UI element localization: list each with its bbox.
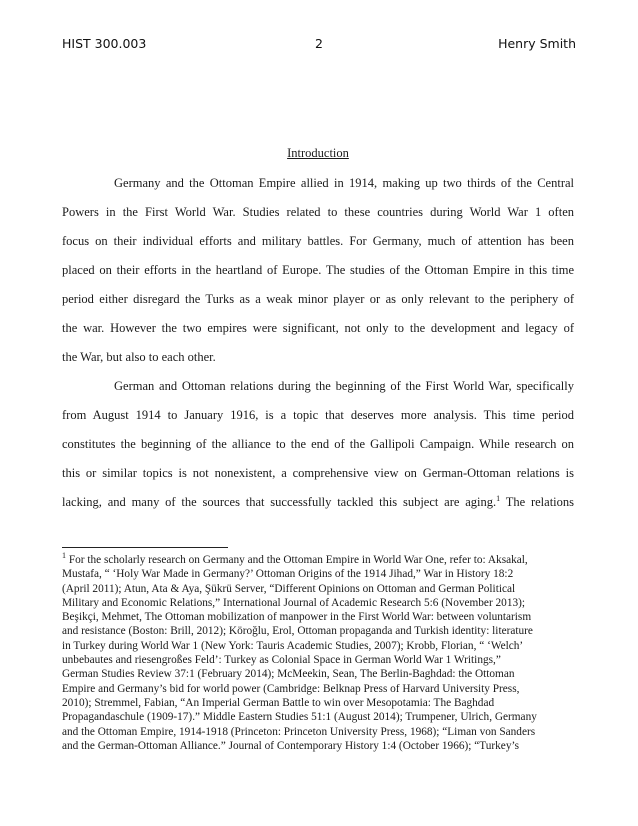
text-line: this or similar topics is not nonexistent, a comprehensive view on German-Ottoman relations is	[62, 466, 574, 480]
text-span: lacking, and many of the sources that successfully tackled this subject are aging.	[62, 495, 497, 509]
page-header	[62, 36, 576, 54]
footnote-line: unbebautes and riesengroßes Feld’: Turkey as Colonial Space in German World War 1 Writings,”	[62, 654, 501, 667]
footnote-marker: 1	[62, 551, 66, 561]
footnote-separator	[62, 547, 228, 548]
footnote-reference: 1	[496, 493, 501, 503]
footnote-line: (April 2011); Atun, Ata & Aya, Şükrü Server, “Different Opinions on Ottoman and German Political	[62, 582, 516, 595]
text-line: placed on their efforts in the heartland of Europe. The studies of the Ottoman Empire in this time	[62, 263, 574, 277]
footnote-block	[62, 553, 574, 753]
footnote-text: For the scholarly research on Germany and the Ottoman Empire in World War One, refer to: Aksakal,	[66, 554, 528, 566]
footnote-line: and resistance (Boston: Brill, 2012); Köroğlu, Erol, Ottoman propaganda and Turkish identity: literature	[62, 625, 533, 638]
paragraph-2	[62, 377, 574, 522]
footnote-line	[62, 553, 574, 567]
text-line: Germany and the Ottoman Empire allied in 1914, making up two thirds of the Central	[114, 176, 574, 190]
footnote-line: Propagandaschule (1909-17).” Middle Eastern Studies 51:1 (August 2014); Trumpener, Ulrich, Germany	[62, 711, 537, 724]
footnote-line: Beşikçi, Mehmet, The Ottoman mobilization of manpower in the First World War: between voluntarism	[62, 611, 532, 624]
text-line: German and Ottoman relations during the beginning of the First World War, specifically	[114, 379, 574, 393]
text-span: The relations	[500, 495, 575, 509]
footnote-line: German Studies Review 37:1 (February 2014); McMeekin, Sean, The Berlin-Baghdad: the Ottoman	[62, 668, 515, 681]
text-line-with-note	[62, 493, 574, 522]
header-page-number: 2	[315, 36, 323, 51]
text-line: Powers in the First World War. Studies related to these countries during World War 1 often	[62, 205, 574, 219]
footnote-line: and the German-Ottoman Alliance.” Journal of Contemporary History 1:4 (October 1966); “Turkey’s	[62, 739, 519, 752]
footnote-line: Military and Economic Relations,” International Journal of Academic Research 5:6 (November 2013);	[62, 596, 526, 609]
header-author: Henry Smith	[498, 36, 576, 51]
document-body	[62, 144, 574, 522]
text-line: constitutes the beginning of the alliance to the end of the Gallipoli Campaign. While research on	[62, 437, 574, 451]
footnote-line: Mustafa, “ ‘Holy War Made in Germany?’ Ottoman Origins of the 1914 Jihad,” War in History 18:2	[62, 568, 514, 581]
text-line: the War, but also to each other.	[62, 350, 216, 364]
header-course: HIST 300.003	[62, 36, 147, 51]
text-line: from August 1914 to January 1916, is a topic that deserves more analysis. This time period	[62, 408, 574, 422]
text-line: focus on their individual efforts and military battles. For Germany, much of attention has been	[62, 234, 574, 248]
paragraph-1	[62, 174, 574, 377]
footnote-line: Empire and Germany’s bid for world power (Cambridge: Belknap Press of Harvard University Press,	[62, 682, 520, 695]
text-line: the war. However the two empires were significant, not only to the development and legacy of	[62, 321, 574, 335]
footnote-line: in Turkey during World War 1 (New York: Tauris Academic Studies, 2007); Krobb, Florian, “ ‘Welch’	[62, 639, 524, 652]
text-line: period either disregard the Turks as a weak minor player or as only relevant to the periphery of	[62, 292, 574, 306]
footnote-line: and the Ottoman Empire, 1914-1918 (Princeton: Princeton University Press, 1968); “Liman von Sanders	[62, 725, 536, 738]
section-title: Introduction	[287, 146, 349, 160]
footnote-line: 2010); Stremmel, Fabian, “An Imperial German Battle to win over Mesopotamia: The Baghdad	[62, 696, 495, 709]
